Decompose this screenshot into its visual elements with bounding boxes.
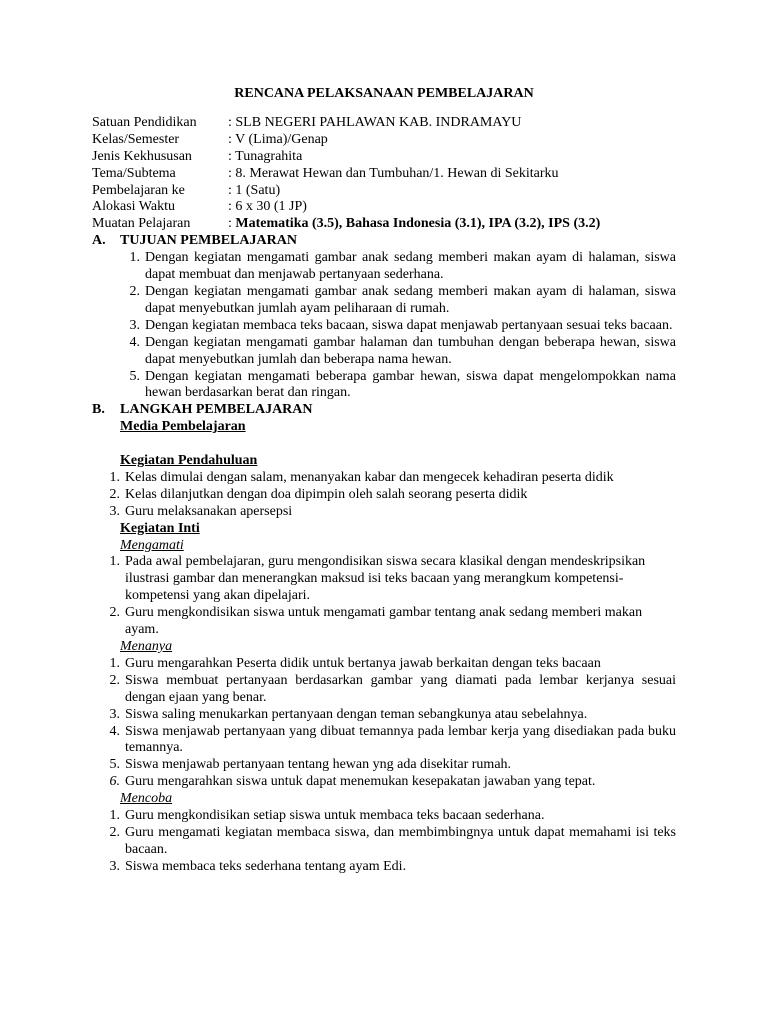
item-text: Guru mengarahkan Peserta didik untuk bertanya jawab berkaitan dengan teks bacaan bbox=[125, 655, 601, 671]
item-number: 3. bbox=[109, 858, 120, 874]
info-row-pembelajaran bbox=[92, 183, 676, 200]
item-text: Dengan kegiatan mengamati gambar halaman dan tumbuhan dengan beberapa hewan, siswa dapat menyebutkan jumlah dan beberapa nama hewan. bbox=[145, 334, 676, 367]
item-text: Kelas dimulai dengan salam, menanyakan kabar dan mengecek kehadiran peserta didik bbox=[125, 469, 614, 485]
list-item bbox=[100, 724, 676, 758]
item-text: Guru mengamati kegiatan membaca siswa, dan membimbingnya untuk dapat memahami isi teks bacaan. bbox=[125, 824, 676, 857]
list-item bbox=[120, 335, 676, 369]
item-text: Dengan kegiatan mengamati gambar anak sedang memberi makan ayam di halaman, siswa dapat membuat dan menjawab pertanyaan sederhana. bbox=[145, 250, 676, 283]
info-value: : 1 (Satu) bbox=[228, 182, 281, 198]
item-number: 5. bbox=[109, 757, 120, 773]
list-item bbox=[100, 774, 676, 791]
item-number: 1. bbox=[109, 808, 120, 824]
list-item bbox=[120, 284, 676, 318]
item-text: Guru melaksanakan apersepsi bbox=[125, 503, 293, 519]
item-number: 2. bbox=[109, 824, 120, 840]
info-value-bold: Matematika (3.5), Bahasa Indonesia (3.1), IPA (3.2), IPS (3.2) bbox=[235, 216, 601, 232]
info-row-tema bbox=[92, 166, 676, 183]
item-text: Siswa membuat pertanyaan berdasarkan gambar yang diamati pada lembar kerjanya sesuai dengan ejaan yang benar. bbox=[125, 672, 676, 705]
info-table bbox=[92, 115, 676, 233]
item-number: 1. bbox=[109, 554, 120, 570]
info-label: Pembelajaran ke bbox=[92, 182, 185, 198]
item-number: 3. bbox=[129, 317, 140, 333]
info-label: Kelas/Semester bbox=[92, 131, 180, 147]
menanya-heading: Menanya bbox=[120, 638, 173, 654]
info-label: Tema/Subtema bbox=[92, 165, 176, 181]
list-item bbox=[100, 808, 676, 825]
mencoba-heading: Mencoba bbox=[120, 791, 173, 807]
document-title: RENCANA PELAKSANAAN PEMBELAJARAN bbox=[234, 86, 534, 101]
list-item bbox=[100, 656, 676, 673]
item-number: 4. bbox=[109, 723, 120, 739]
section-letter: B. bbox=[92, 402, 105, 418]
info-value bbox=[228, 216, 676, 233]
mencoba-section bbox=[120, 791, 676, 808]
item-number: 2. bbox=[129, 283, 140, 299]
item-text: Guru mengarahkan siswa untuk dapat menemukan kesepakatan jawaban yang tepat. bbox=[125, 774, 596, 790]
info-value: : SLB NEGERI PAHLAWAN KAB. INDRAMAYU bbox=[228, 114, 522, 130]
tujuan-list bbox=[120, 250, 676, 402]
item-text: Pada awal pembelajaran, guru mengondisikan siswa secara klasikal dengan mendeskripsikan ilustrasi gambar dan menerangkan maksud isi teks bacaan yang merangkum kompetensi-kompetensi yang akan dipelajari. bbox=[125, 554, 646, 604]
list-item bbox=[100, 757, 676, 774]
section-b-heading bbox=[92, 402, 676, 419]
item-text: Dengan kegiatan mengamati gambar anak sedang memberi makan ayam di halaman, siswa dapat menyebutkan jumlah ayam peliharaan di rumah. bbox=[145, 283, 676, 316]
info-row-satuan bbox=[92, 115, 676, 132]
info-label: Satuan Pendidikan bbox=[92, 114, 197, 130]
list-item bbox=[100, 825, 676, 859]
item-number: 4. bbox=[129, 334, 140, 350]
pendahuluan-heading: Kegiatan Pendahuluan bbox=[120, 453, 258, 469]
section-b-body bbox=[120, 419, 676, 470]
info-label: Muatan Pelajaran bbox=[92, 216, 191, 232]
item-number: 2. bbox=[109, 486, 120, 502]
inti-heading: Kegiatan Inti bbox=[120, 520, 200, 536]
item-number: 3. bbox=[109, 503, 120, 519]
item-number: 1. bbox=[109, 469, 120, 485]
item-text: Siswa membaca teks sederhana tentang ayam Edi. bbox=[125, 858, 407, 874]
item-text: Siswa menjawab pertanyaan yang dibuat temannya pada lembar kerja yang disediakan pada buku temannya. bbox=[125, 723, 676, 756]
info-label: Jenis Kekhususan bbox=[92, 148, 192, 164]
item-number: 6. bbox=[109, 774, 120, 790]
media-heading: Media Pembelajaran bbox=[120, 419, 246, 435]
info-value-prefix: : bbox=[228, 216, 236, 232]
list-item bbox=[100, 487, 676, 504]
blank-line bbox=[120, 436, 676, 453]
info-row-jenis bbox=[92, 149, 676, 166]
list-item bbox=[120, 369, 676, 403]
list-item bbox=[120, 250, 676, 284]
item-text: Dengan kegiatan membaca teks bacaan, siswa dapat menjawab pertanyaan sesuai teks bacaan. bbox=[145, 317, 673, 333]
item-number: 2. bbox=[109, 672, 120, 688]
item-text: Dengan kegiatan mengamati beberapa gambar hewan, siswa dapat mengelompokkan nama hewan berdasarkan berat dan ringan. bbox=[145, 368, 676, 401]
inti-section bbox=[120, 521, 676, 555]
list-item bbox=[100, 707, 676, 724]
item-text: Guru mengkondisikan setiap siswa untuk membaca teks bacaan sederhana. bbox=[125, 808, 545, 824]
list-item bbox=[100, 859, 676, 876]
list-item bbox=[100, 470, 676, 487]
pendahuluan-list bbox=[100, 470, 676, 521]
list-item bbox=[100, 673, 676, 707]
section-title: TUJUAN PEMBELAJARAN bbox=[120, 233, 297, 249]
item-number: 1. bbox=[129, 250, 140, 266]
mencoba-list bbox=[100, 808, 676, 876]
item-text: Siswa menjawab pertanyaan tentang hewan yng ada disekitar rumah. bbox=[125, 757, 512, 773]
item-text: Kelas dilanjutkan dengan doa dipimpin oleh salah seorang peserta didik bbox=[125, 486, 528, 502]
section-letter: A. bbox=[92, 233, 106, 249]
menanya-list bbox=[100, 656, 676, 791]
info-value: : 6 x 30 (1 JP) bbox=[228, 199, 307, 215]
info-value: : V (Lima)/Genap bbox=[228, 131, 328, 147]
list-item bbox=[120, 318, 676, 335]
section-title: LANGKAH PEMBELAJARAN bbox=[120, 402, 313, 418]
info-label: Alokasi Waktu bbox=[92, 199, 175, 215]
info-value: : 8. Merawat Hewan dan Tumbuhan/1. Hewan di Sekitarku bbox=[228, 165, 559, 181]
info-row-kelas bbox=[92, 132, 676, 149]
item-number: 5. bbox=[129, 368, 140, 384]
item-text: Siswa saling menukarkan pertanyaan dengan teman sebangkunya atau sebelahnya. bbox=[125, 706, 588, 722]
mengamati-heading: Mengamati bbox=[120, 537, 184, 553]
item-number: 1. bbox=[109, 655, 120, 671]
menanya-section bbox=[120, 639, 676, 656]
info-row-alokasi bbox=[92, 199, 676, 216]
item-number: 3. bbox=[109, 706, 120, 722]
info-row-muatan bbox=[92, 216, 676, 233]
list-item bbox=[100, 554, 676, 605]
info-value: : Tunagrahita bbox=[228, 148, 303, 164]
item-text: Guru mengkondisikan siswa untuk mengamati gambar tentang anak sedang memberi makan ayam. bbox=[125, 605, 643, 638]
list-item bbox=[100, 605, 676, 639]
item-number: 2. bbox=[109, 605, 120, 621]
section-a-heading bbox=[92, 233, 676, 250]
mengamati-list bbox=[100, 554, 676, 639]
list-item bbox=[100, 504, 676, 521]
